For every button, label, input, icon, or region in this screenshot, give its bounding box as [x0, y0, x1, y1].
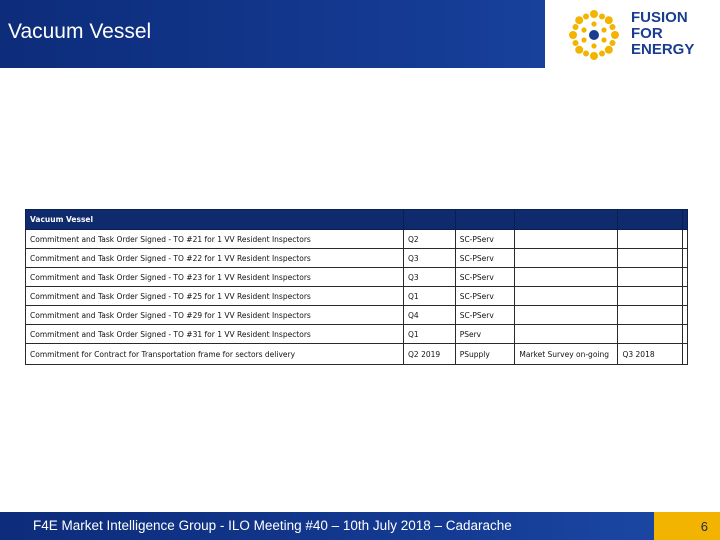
row-quarter: Q2 — [404, 230, 456, 249]
row-status — [515, 287, 618, 306]
row-description: Commitment for Contract for Transportation frame for sectors delivery — [26, 344, 404, 365]
row-status — [515, 230, 618, 249]
table-row — [26, 325, 688, 344]
row-date — [618, 325, 683, 344]
logo-line-3: ENERGY — [631, 41, 695, 58]
row-quarter: Q4 — [404, 306, 456, 325]
row-type: SC-PServ — [455, 249, 515, 268]
table-row — [26, 306, 688, 325]
row-type: PSupply — [455, 344, 515, 365]
table-row — [26, 344, 688, 365]
row-status — [515, 268, 618, 287]
row-quarter: Q2 2019 — [404, 344, 456, 365]
table-row — [26, 268, 688, 287]
page-number-box — [654, 512, 720, 540]
table-header-row — [26, 210, 688, 230]
row-status: Market Survey on-going — [515, 344, 618, 365]
row-date — [618, 306, 683, 325]
row-date — [618, 268, 683, 287]
logo-line-2: FOR — [631, 25, 663, 42]
fusion-for-energy-logo — [545, 0, 720, 68]
footer-text: F4E Market Intelligence Group - ILO Meeting #40 – 10th July 2018 – Cadarache — [33, 518, 512, 533]
table-row — [26, 230, 688, 249]
logo-wordmark — [631, 10, 694, 58]
row-date — [618, 230, 683, 249]
sunburst-logo-icon — [567, 8, 621, 62]
row-type: SC-PServ — [455, 230, 515, 249]
row-description: Commitment and Task Order Signed - TO #29 for 1 VV Resident Inspectors — [26, 306, 404, 325]
logo-line-1: FUSION — [631, 9, 688, 26]
row-quarter: Q1 — [404, 287, 456, 306]
row-status — [515, 306, 618, 325]
row-description: Commitment and Task Order Signed - TO #23 for 1 VV Resident Inspectors — [26, 268, 404, 287]
slide-title: Vacuum Vessel — [8, 20, 152, 43]
row-type: SC-PServ — [455, 287, 515, 306]
slide-footer — [0, 512, 720, 540]
row-date — [618, 287, 683, 306]
page-number: 6 — [700, 519, 708, 534]
row-type: PServ — [455, 325, 515, 344]
slide-header — [0, 0, 720, 68]
row-type: SC-PServ — [455, 268, 515, 287]
row-description: Commitment and Task Order Signed - TO #25 for 1 VV Resident Inspectors — [26, 287, 404, 306]
row-description: Commitment and Task Order Signed - TO #21 for 1 VV Resident Inspectors — [26, 230, 404, 249]
table-row — [26, 249, 688, 268]
row-status — [515, 325, 618, 344]
table-row — [26, 287, 688, 306]
row-date — [618, 249, 683, 268]
row-description: Commitment and Task Order Signed - TO #31 for 1 VV Resident Inspectors — [26, 325, 404, 344]
row-type: SC-PServ — [455, 306, 515, 325]
row-date: Q3 2018 — [618, 344, 683, 365]
table-header-label: Vacuum Vessel — [26, 210, 404, 230]
row-quarter: Q1 — [404, 325, 456, 344]
row-description: Commitment and Task Order Signed - TO #22 for 1 VV Resident Inspectors — [26, 249, 404, 268]
row-quarter: Q3 — [404, 268, 456, 287]
row-status — [515, 249, 618, 268]
vacuum-vessel-table — [25, 209, 688, 365]
row-quarter: Q3 — [404, 249, 456, 268]
